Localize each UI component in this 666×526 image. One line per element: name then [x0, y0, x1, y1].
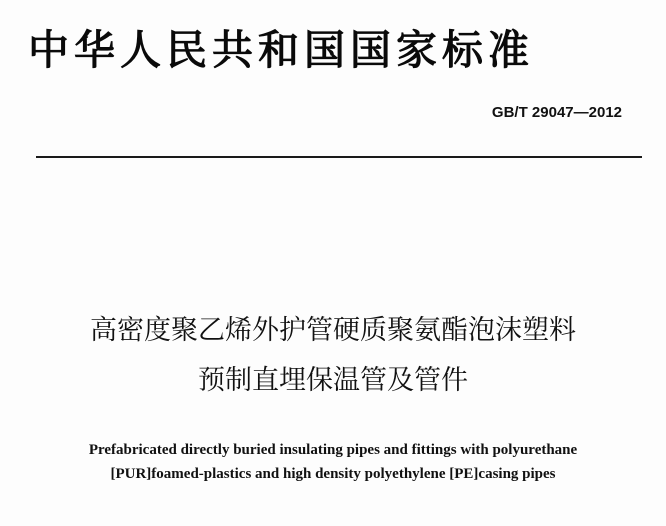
english-title-line-2: [PUR]foamed-plastics and high density polyethylene [PE]casing pipes — [110, 466, 556, 482]
header-divider — [36, 156, 642, 158]
chinese-title-line-1: 高密度聚乙烯外护管硬质聚氨酯泡沫塑料 — [90, 315, 576, 346]
english-title — [0, 438, 666, 486]
chinese-title — [0, 306, 666, 406]
chinese-title-line-2: 预制直埋保温管及管件 — [198, 365, 468, 396]
english-title-line-1: Prefabricated directly buried insulating pipes and fittings with polyurethane — [88, 442, 578, 458]
issuer-heading: 中华人民共和国国家标准 — [28, 26, 534, 74]
standard-number: GB/T 29047—2012 — [491, 104, 622, 121]
